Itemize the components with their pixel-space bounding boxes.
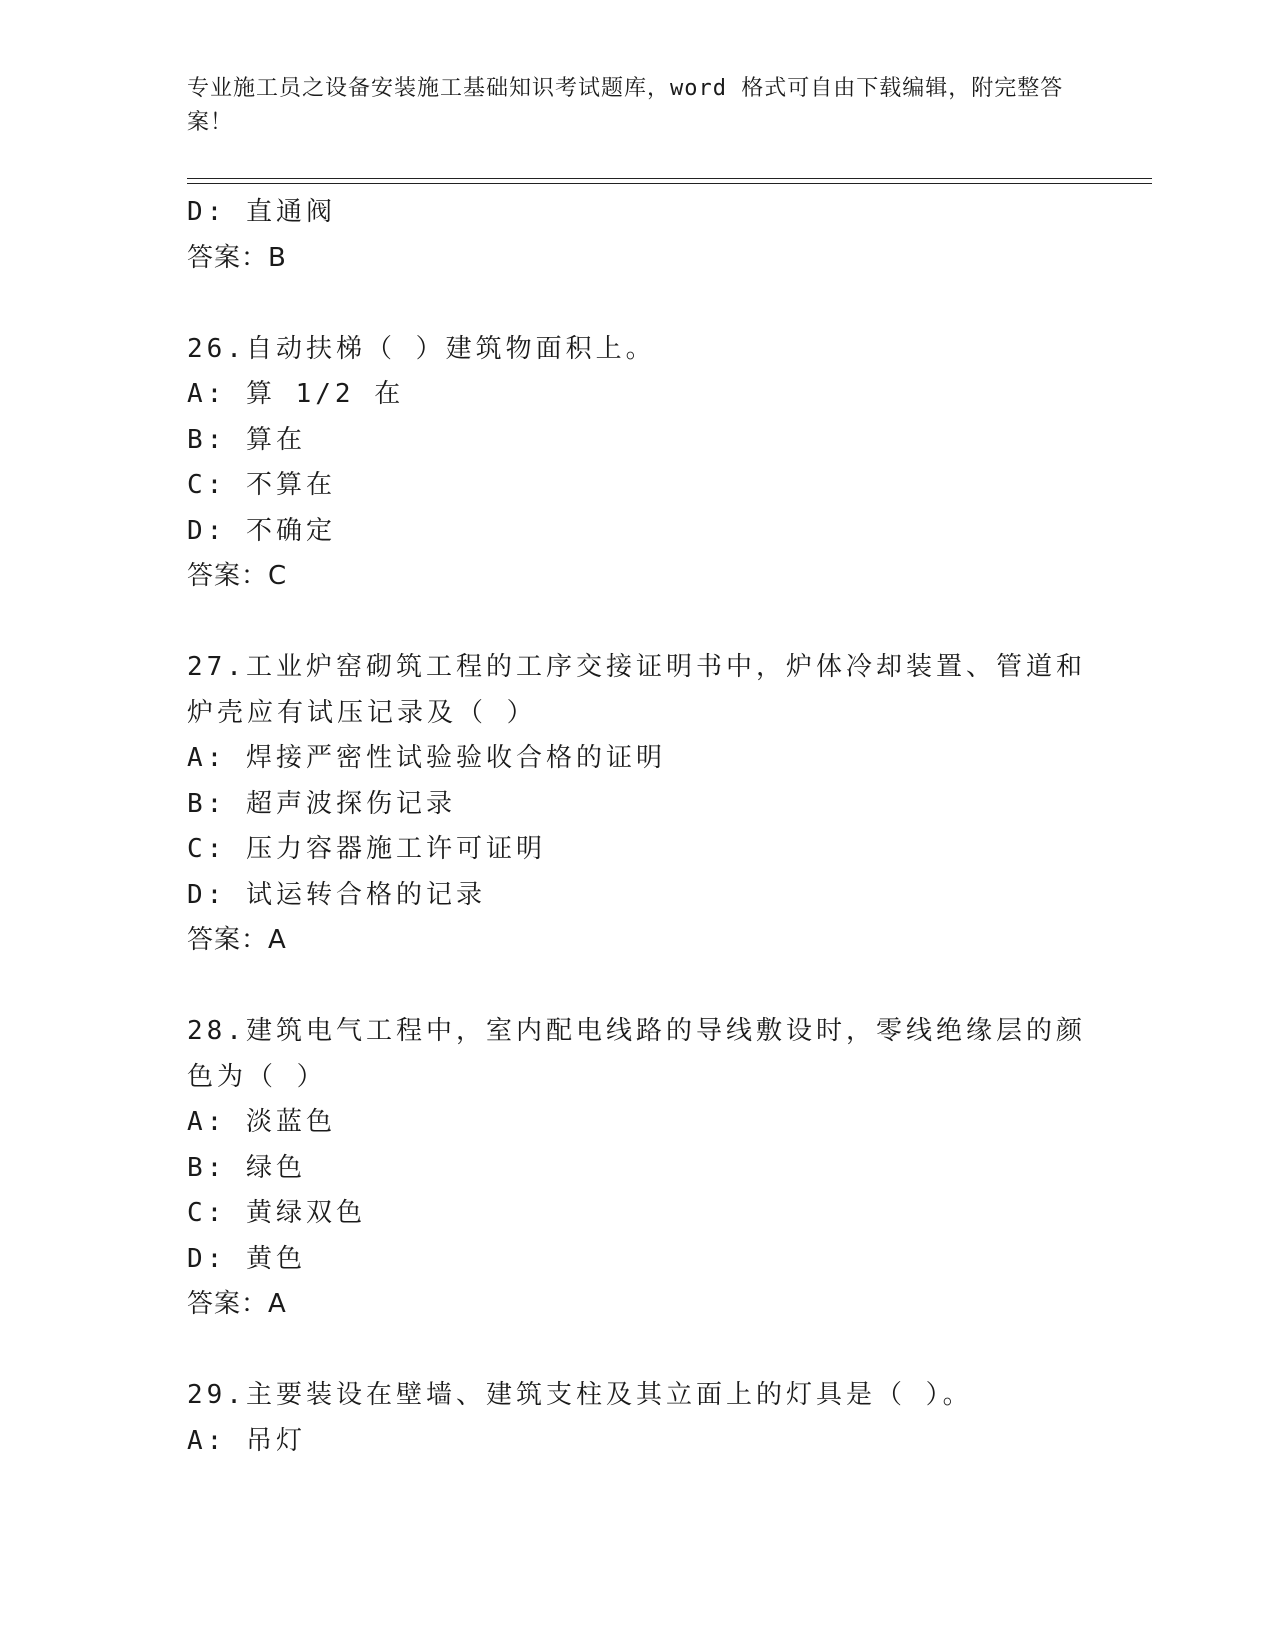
option-d: D: 不确定 bbox=[187, 515, 336, 546]
question-stem: 29.主要装设在壁墙、建筑支柱及其立面上的灯具是（ ）。 bbox=[187, 1380, 973, 1410]
option-a: A: 焊接严密性试验验收合格的证明 bbox=[187, 743, 666, 773]
option-d: D: 直通阀 bbox=[187, 197, 336, 227]
answer-line: 答案：C bbox=[187, 561, 288, 591]
answer-line: 答案：B bbox=[187, 242, 287, 273]
question-block-26 bbox=[187, 327, 1087, 600]
option-c: C: 压力容器施工许可证明 bbox=[187, 834, 546, 864]
document-header: 专业施工员之设备安装施工基础知识考试题库，word 格式可自由下载编辑，附完整答案！ bbox=[187, 76, 1064, 135]
option-d: D: 黄色 bbox=[187, 1243, 306, 1274]
option-a: A: 吊灯 bbox=[187, 1425, 306, 1456]
question-stem: 27.工业炉窑砌筑工程的工序交接证明书中，炉体冷却装置、管道和炉壳应有试压记录及（ ） bbox=[187, 652, 1086, 728]
option-a: A: 淡蓝色 bbox=[187, 1107, 336, 1137]
option-a: A: 算 1/2 在 bbox=[187, 379, 405, 409]
spacer bbox=[187, 964, 1087, 1010]
question-block-27 bbox=[187, 645, 1087, 964]
question-block-25 bbox=[187, 190, 1087, 281]
option-b: B: 算在 bbox=[187, 424, 306, 455]
header-rule-top bbox=[187, 178, 1152, 179]
option-b: B: 超声波探伤记录 bbox=[187, 788, 456, 819]
question-block-29 bbox=[187, 1373, 1087, 1464]
option-c: C: 不算在 bbox=[187, 470, 336, 500]
document-body bbox=[187, 190, 1087, 1464]
question-stem: 28.建筑电气工程中，室内配电线路的导线敷设时，零线绝缘层的颜色为（ ） bbox=[187, 1016, 1086, 1092]
option-c: C: 黄绿双色 bbox=[187, 1198, 366, 1228]
question-stem: 26.自动扶梯（ ）建筑物面积上。 bbox=[187, 333, 656, 364]
answer-line: 答案：A bbox=[187, 925, 287, 955]
option-b: B: 绿色 bbox=[187, 1152, 306, 1183]
header-rule-bottom bbox=[187, 183, 1152, 184]
question-block-28 bbox=[187, 1009, 1087, 1328]
spacer bbox=[187, 600, 1087, 646]
answer-line: 答案：A bbox=[187, 1289, 287, 1319]
option-d: D: 试运转合格的记录 bbox=[187, 879, 486, 910]
spacer bbox=[187, 1328, 1087, 1374]
spacer bbox=[187, 281, 1087, 327]
